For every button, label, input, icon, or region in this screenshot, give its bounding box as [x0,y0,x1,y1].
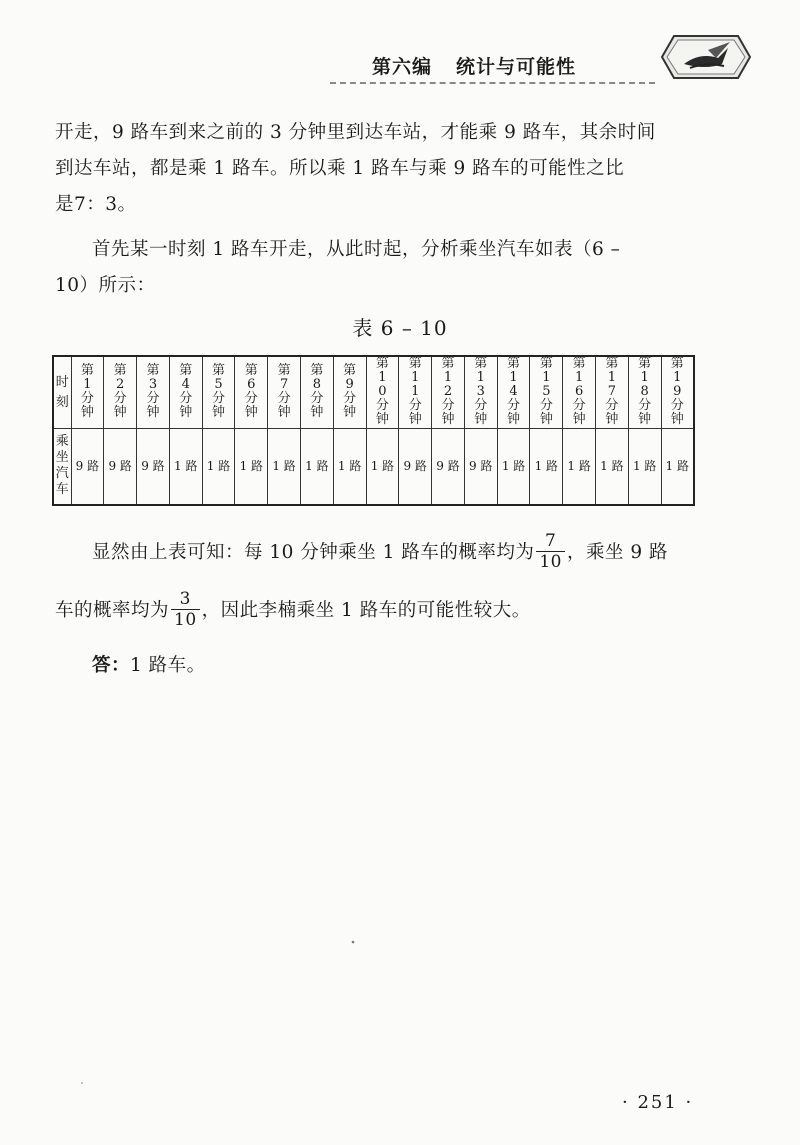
table-cell: 9 路 [137,429,170,505]
table-cell: 1 路 [202,429,235,505]
column-header: 第17分钟 [596,356,629,429]
column-header: 第10分钟 [366,356,399,429]
subject-label: 统计与可能性 [456,56,577,78]
table-cell: 1 路 [563,429,596,505]
table-cell: 9 路 [71,429,104,505]
row-header-bus: 乘坐汽车 [53,429,71,505]
text-line: 是7：3。 [55,194,137,215]
table-cell: 1 路 [497,429,530,505]
column-header: 第13分钟 [464,356,497,429]
fraction-denominator: 10 [171,609,200,630]
fraction-numerator: 7 [545,530,557,551]
text-line: 开走，9 路车到来之前的 3 分钟里到达车站，才能乘 9 路车，其余时间 [55,122,656,143]
table-cell: 1 路 [300,429,333,505]
column-header: 第16分钟 [563,356,596,429]
column-header: 第8分钟 [300,356,333,429]
table-cell: 1 路 [333,429,366,505]
table-cell: 1 路 [366,429,399,505]
column-header: 第6分钟 [235,356,268,429]
text-run: ，乘坐 9 路 [566,542,669,563]
column-header: 第12分钟 [432,356,465,429]
answer-label: 答： [92,655,131,676]
fraction-numerator: 3 [179,588,191,609]
table-cell: 9 路 [104,429,137,505]
row-header-time: 时刻 [53,356,71,429]
text-run: ，因此李楠乘坐 1 路车的可能性较大。 [201,600,531,621]
text-line: 到达车站，都是乘 1 路车。所以乘 1 路车与乘 9 路车的可能性之比 [55,158,625,179]
column-header: 第18分钟 [628,356,661,429]
table-cell: 1 路 [268,429,301,505]
column-header: 第9分钟 [333,356,366,429]
table-cell: 1 路 [169,429,202,505]
column-header: 第19分钟 [661,356,694,429]
text-line: 首先某一时刻 1 路车开走，从此时起，分析乘坐汽车如表（6 – [92,239,621,260]
column-header: 第11分钟 [399,356,432,429]
table-cell: 1 路 [235,429,268,505]
text-run: 车的概率均为 [55,600,170,621]
table-cell: 1 路 [661,429,694,505]
table-cell: 9 路 [432,429,465,505]
chapter-label: 第六编 [372,56,433,78]
column-header: 第7分钟 [268,356,301,429]
column-header: 第3分钟 [137,356,170,429]
fraction-denominator: 10 [536,551,565,572]
column-header: 第2分钟 [104,356,137,429]
column-header: 第4分钟 [169,356,202,429]
page-number: · 251 · [622,1092,694,1113]
table-cell: 1 路 [530,429,563,505]
text-run: 显然由上表可知：每 10 分钟乘坐 1 路车的概率均为 [92,542,535,563]
column-header: 第5分钟 [202,356,235,429]
table-cell: 1 路 [628,429,661,505]
table-cell: 1 路 [596,429,629,505]
table-cell: 9 路 [464,429,497,505]
text-line: 10）所示： [55,275,156,296]
answer-text: 1 路车。 [130,655,206,676]
table-cell: 9 路 [399,429,432,505]
column-header: 第1分钟 [71,356,104,429]
table-caption: 表 6 – 10 [352,316,448,340]
column-header: 第15分钟 [530,356,563,429]
column-header: 第14分钟 [497,356,530,429]
